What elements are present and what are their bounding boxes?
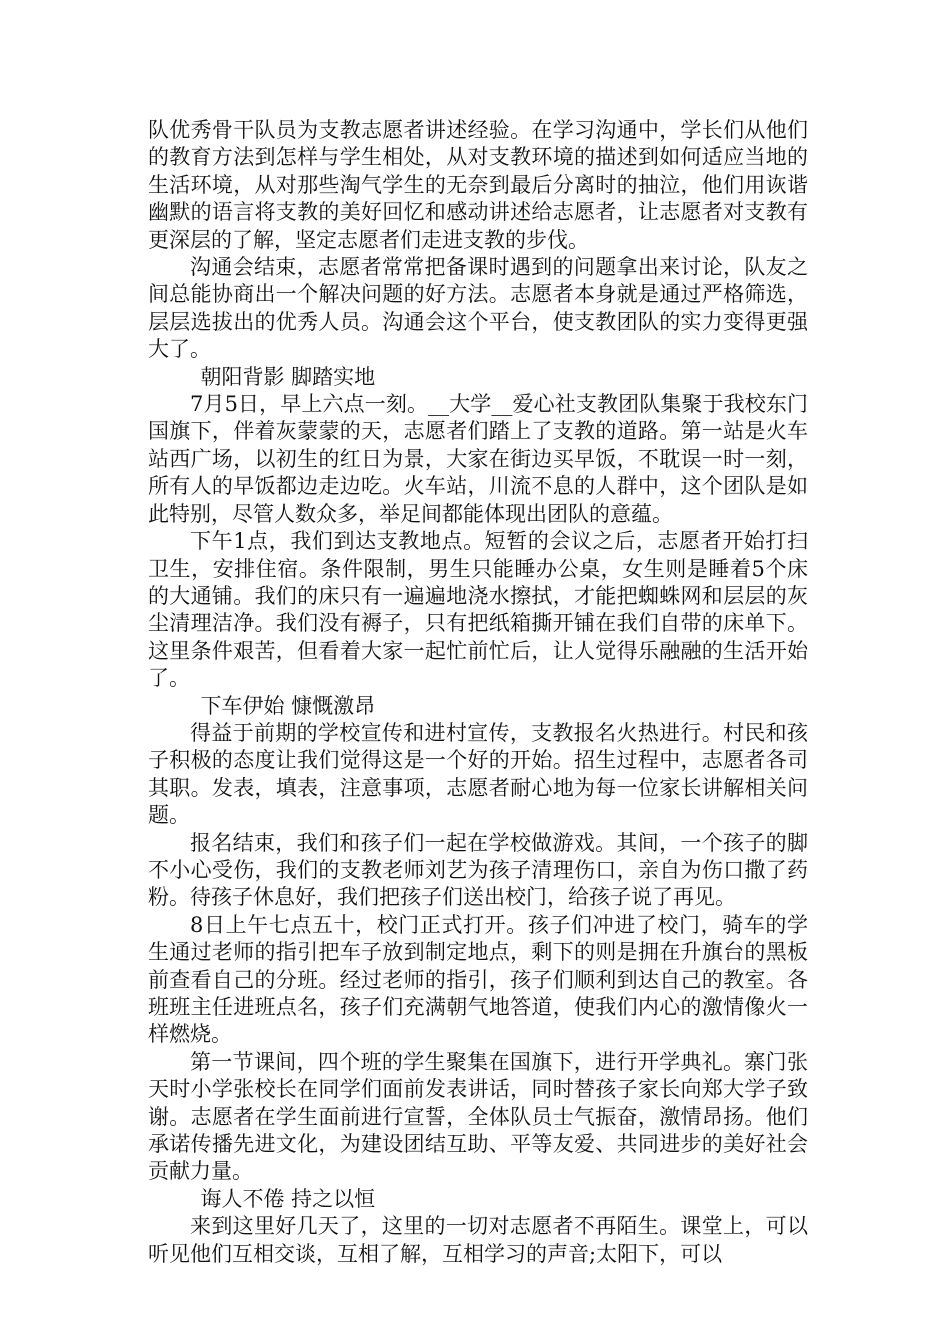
- section-heading: 朝阳背影 脚踏实地: [200, 364, 376, 389]
- paragraph: 报名结束，我们和孩子们一起在学校做游戏。其间，一个孩子的脚不小心受伤，我们的支教老师刘艺为孩子清理伤口，亲自为伤口撒了药粉。待孩子休息好，我们把孩子们送出校门，给孩子说了再见。: [148, 830, 808, 910]
- paragraph: 来到这里好几天了，这里的一切对志愿者不再陌生。课堂上，可以听见他们互相交谈，互相了解，互相学习的声音;太阳下，可以: [148, 1214, 808, 1266]
- paragraph-continued: 队优秀骨干队员为支教志愿者讲述经验。在学习沟通中，学长们从他们的教育方法到怎样与学生相处，从对支教环境的描述到如何适应当地的生活环境，从对那些淘气学生的无奈到最后分离时的抽泣，他们用诙谐幽默的语言将支教的美好回忆和感动讲述给志愿者，让志愿者对支教有更深层的了解，坚定志愿者们走进支教的步伐。: [148, 118, 808, 252]
- paragraph: 得益于前期的学校宣传和进村宣传，支教报名火热进行。村民和孩子积极的态度让我们觉得这是一个好的开始。招生过程中，志愿者各司其职。发表，填表，注意事项，志愿者耐心地为每一位家长讲解相关问题。: [148, 720, 808, 828]
- paragraph: 沟通会结束，志愿者常常把备课时遇到的问题拿出来讨论，队友之间总能协商出一个解决问题的好方法。志愿者本身就是通过严格筛选，层层选拔出的优秀人员。沟通会这个平台，使支教团队的实力变得更强大了。: [148, 255, 808, 362]
- section-heading: 诲人不倦 持之以恒: [200, 1186, 376, 1211]
- paragraph: 下午1点，我们到达支教地点。短暂的会议之后，志愿者开始打扫卫生，安排住宿。条件限制，男生只能睡办公桌，女生则是睡着5个床的大通铺。我们的床只有一遍遍地浇水擦拭，才能把蜘蛛网和层层的灰尘清理洁净。我们没有褥子，只有把纸箱撕开铺在我们自带的床单下。这里条件艰苦，但看着大家一起忙前忙后，让人觉得乐融融的生活开始了。: [148, 529, 808, 691]
- paragraph: 7月5日，早上六点一刻。__大学__爱心社支教团队集聚于我校东门国旗下，伴着灰蒙蒙的天，志愿者们踏上了支教的道路。第一站是火车站西广场，以初生的红日为景，大家在街边买早饭，不耽误一时一刻，所有人的早饭都边走边吃。火车站，川流不息的人群中，这个团队是如此特别，尽管人数众多，举足间都能体现出团队的意蕴。: [148, 392, 808, 526]
- section-heading: 下车伊始 慷慨激昂: [200, 693, 376, 718]
- document-page: [148, 117, 808, 1268]
- paragraph: 8日上午七点五十，校门正式打开。孩子们冲进了校门，骑车的学生通过老师的指引把车子放到制定地点，剩下的则是拥在升旗台的黑板前查看自己的分班。经过老师的指引，孩子们顺利到达自己的教室。各班班主任进班点名，孩子们充满朝气地答道，使我们内心的激情像火一样燃烧。: [148, 912, 808, 1047]
- paragraph: 第一节课间，四个班的学生聚集在国旗下，进行开学典礼。寨门张天时小学张校长在同学们面前发表讲话，同时替孩子家长向郑大学子致谢。志愿者在学生面前进行宣誓，全体队员士气振奋，激情昂扬。他们承诺传播先进文化，为建设团结互助、平等友爱、共同进步的美好社会贡献力量。: [148, 1049, 808, 1184]
